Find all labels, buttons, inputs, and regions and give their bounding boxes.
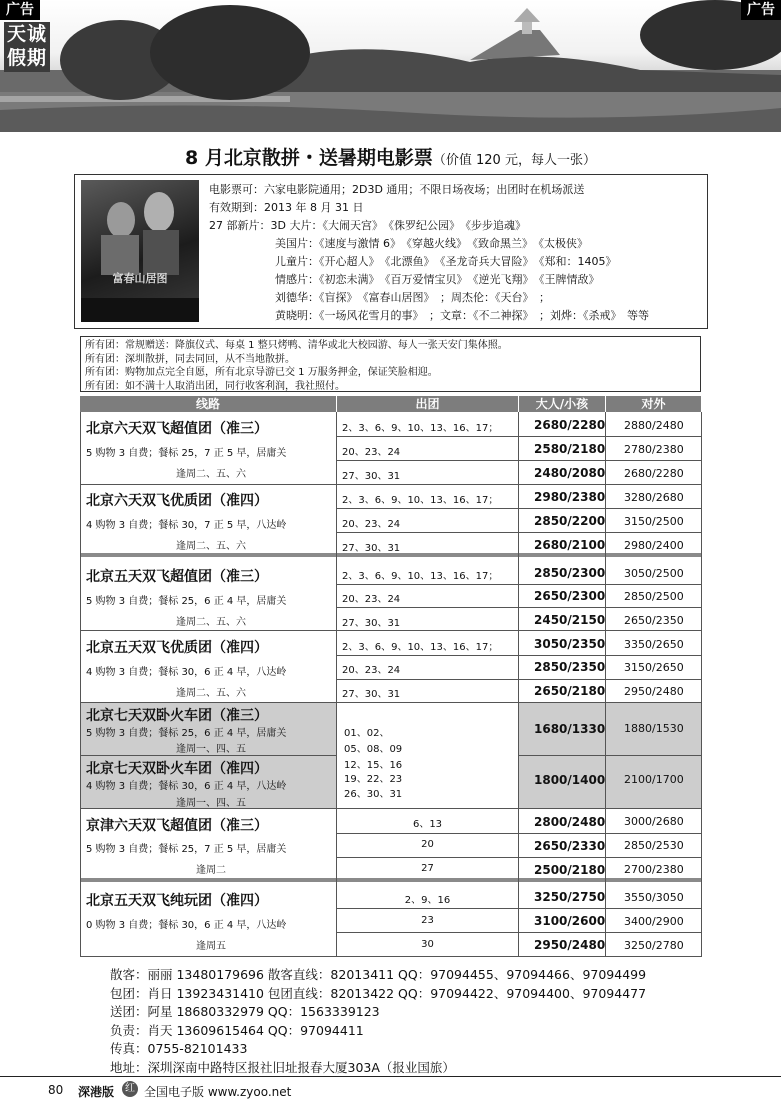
route-days: 逢周二 xyxy=(196,865,226,876)
contact-info xyxy=(110,966,646,1077)
adult-price: 2680/2280 xyxy=(534,418,606,432)
movie-line-3: 27 部新片：3D 大片：《大闹天宫》 《侏罗纪公园》 《步步追魂》 xyxy=(209,219,526,232)
group-separator xyxy=(80,878,701,882)
adult-price: 2650/2330 xyxy=(534,839,606,853)
peer-price: 2980/2400 xyxy=(624,539,684,552)
peer-price: 3400/2900 xyxy=(624,915,684,928)
adult-price: 2580/2180 xyxy=(534,442,606,456)
peer-price: 2780/2380 xyxy=(624,443,684,456)
subrow-divider xyxy=(337,460,702,461)
peer-price: 1880/1530 xyxy=(624,722,684,735)
train-date: 12、15、16 xyxy=(344,760,403,771)
date-cell: 30 xyxy=(421,939,434,950)
header-route: 线路 xyxy=(80,396,336,412)
adult-price: 2650/2300 xyxy=(534,589,606,603)
subrow-divider xyxy=(337,584,702,585)
peer-price: 2650/2350 xyxy=(624,614,684,627)
movie-line-8: 黄晓明：《一场风花雪月的事》 ；文章：《不二神探》 ；刘烨：《杀戒》 等等 xyxy=(275,309,649,322)
subrow-divider xyxy=(337,833,702,834)
headline xyxy=(0,143,781,170)
note-4: 所有团：如不满十人取消出团，同行收客利润，我社照付。 xyxy=(85,380,345,392)
date-cell: 27、30、31 xyxy=(342,618,401,629)
adult-price: 1800/1400 xyxy=(534,773,606,787)
contact-address: 地址：深圳深南中路特区报社旧址报春大厦303A（报业国旅） xyxy=(110,1059,455,1075)
date-cell: 23 xyxy=(421,915,434,926)
date-cell: 27、30、31 xyxy=(342,471,401,482)
train-date: 05、08、09 xyxy=(344,744,403,755)
peer-price: 3280/2680 xyxy=(624,491,684,504)
contact-manager: 负责：肖天 13609615464 QQ：97094411 xyxy=(110,1022,364,1038)
peer-price: 2880/2480 xyxy=(624,419,684,432)
date-cell: 2、3、6、9、10、13、16、17； xyxy=(342,423,499,434)
adult-price: 2650/2180 xyxy=(534,684,606,698)
peer-price: 3000/2680 xyxy=(624,815,684,828)
adult-price: 2500/2180 xyxy=(534,863,606,877)
date-cell: 27、30、31 xyxy=(342,543,401,554)
peer-price: 2950/2480 xyxy=(624,685,684,698)
notes-box xyxy=(80,336,701,392)
subrow-divider xyxy=(337,607,702,608)
page-footer xyxy=(0,1076,781,1101)
contact-delivery: 送团：阿星 18680332979 QQ：1563339123 xyxy=(110,1004,380,1019)
ad-label-left: 广告 xyxy=(0,0,40,20)
subrow-divider xyxy=(337,932,702,933)
column-divider xyxy=(336,412,337,957)
route-title: 北京七天双卧火车团（准四） xyxy=(86,761,268,777)
peer-price: 3150/2650 xyxy=(624,661,684,674)
train-date: 19、22、23 xyxy=(344,774,403,785)
date-cell: 2、3、6、9、10、13、16、17； xyxy=(342,495,499,506)
page-number: 80 xyxy=(48,1083,64,1097)
poster-title: 富春山居图 xyxy=(112,272,168,285)
contact-retail: 散客：丽丽 13480179696 散客直线：82013411 QQ：97094455、97094466、97094499 xyxy=(110,967,647,982)
movie-line-7: 刘德华：《盲探》 《富春山居图》 ；周杰伦：《天台》 ； xyxy=(275,291,550,304)
date-cell: 2、3、6、9、10、13、16、17； xyxy=(342,571,499,582)
note-2: 所有团：深圳散拼，同去同回，从不当地散拼。 xyxy=(85,353,295,365)
route-desc: 4 购物 3 自费；餐标 30，6 正 4 早，八达岭 xyxy=(86,667,287,678)
movie-line-6: 情感片：《初恋未满》 《百万爱情宝贝》 《逆光飞翔》 《王牌情敌》 xyxy=(275,273,600,286)
adult-price: 2800/2480 xyxy=(534,815,606,829)
route-days: 逢周二、五、六 xyxy=(176,617,246,628)
contact-fax: 传真：0755-82101433 xyxy=(110,1041,248,1056)
route-desc: 5 购物 3 自费；餐标 25，6 正 4 早，居庸关 xyxy=(86,596,287,607)
peer-price: 2100/1700 xyxy=(624,773,684,786)
train-date: 01、02、 xyxy=(344,728,390,739)
header-dates: 出团 xyxy=(337,396,518,412)
subrow-divider xyxy=(337,857,702,858)
row-divider xyxy=(80,755,336,756)
peer-price: 2850/2500 xyxy=(624,590,684,603)
adult-price: 3100/2600 xyxy=(534,914,606,928)
header-adult-child: 大人/小孩 xyxy=(519,396,605,412)
table-border-bottom xyxy=(80,956,702,957)
movie-line-1: 电影票可：六家电影院通用；2D3D 通用；不限日场夜场；出团时在机场派送 xyxy=(209,183,585,196)
poster-figures xyxy=(81,180,199,322)
route-days: 逢周二、五、六 xyxy=(176,541,246,552)
movie-poster-image xyxy=(81,180,199,322)
peer-price: 3150/2500 xyxy=(624,515,684,528)
adult-price: 3250/2750 xyxy=(534,890,606,904)
row-divider xyxy=(80,484,702,485)
date-cell: 20、23、24 xyxy=(342,447,401,458)
adult-price: 2980/2380 xyxy=(534,490,606,504)
note-3: 所有团：购物加点完全自愿，所有北京导游已交 1 万服务押金，保证笑脸相迎。 xyxy=(85,367,438,378)
peer-price: 2850/2530 xyxy=(624,839,684,852)
route-title: 北京五天双飞优质团（准四） xyxy=(86,640,268,656)
route-days: 逢周一、四、五 xyxy=(176,798,246,809)
date-cell: 6、13 xyxy=(412,819,443,830)
adult-price: 2480/2080 xyxy=(534,466,606,480)
route-title: 北京六天双飞优质团（准四） xyxy=(86,493,268,509)
route-days: 逢周五 xyxy=(196,941,226,952)
adult-price: 3050/2350 xyxy=(534,637,606,651)
table-border-left xyxy=(80,412,81,957)
brand-line1: 天诚 xyxy=(6,23,47,45)
date-cell: 27、30、31 xyxy=(342,689,401,700)
adult-price: 2850/2350 xyxy=(534,660,606,674)
edition-label: 深港版 xyxy=(78,1085,115,1099)
peer-price: 3550/3050 xyxy=(624,891,684,904)
subrow-divider xyxy=(337,679,702,680)
subrow-divider xyxy=(337,508,702,509)
route-title: 北京七天双卧火车团（准三） xyxy=(86,708,268,724)
headline-sub: （价值 120 元，每人一张） xyxy=(432,153,596,168)
route-desc: 5 购物 3 自费；餐标 25，6 正 4 早，居庸关 xyxy=(86,728,287,739)
edition-badge-icon: 红 xyxy=(122,1081,138,1097)
peer-price: 3350/2650 xyxy=(624,638,684,651)
movie-line-2: 有效期到：2013 年 8 月 31 日 xyxy=(209,201,364,214)
route-title: 北京五天双飞超值团（准三） xyxy=(86,569,268,585)
ad-label-right: 广告 xyxy=(741,0,781,20)
headline-main: 8 月北京散拼・送暑期电影票 xyxy=(185,147,433,169)
contact-group: 包团：肖日 13923431410 包团直线：82013422 QQ：97094422、97094400、97094477 xyxy=(110,985,647,1001)
note-1: 所有团：常规赠送：降旗仪式、每桌 1 整只烤鸭、清华或北大校园游、每人一张天安门集体照。 xyxy=(85,340,508,351)
route-desc: 4 购物 3 自费；餐标 30，6 正 4 早，八达岭 xyxy=(86,781,287,792)
date-cell: 2、3、6、9、10、13、16、17； xyxy=(342,642,499,653)
brand-line2: 假期 xyxy=(6,47,47,69)
adult-price: 1680/1330 xyxy=(534,722,606,736)
peer-price: 3250/2780 xyxy=(624,939,684,952)
date-cell: 27 xyxy=(421,863,434,874)
movie-line-4: 美国片：《速度与激情 6》 《穿越火线》 《致命黑兰》 《太极侠》 xyxy=(275,237,588,250)
date-cell: 2、9、16 xyxy=(404,895,451,906)
table-border-right xyxy=(701,412,702,957)
movie-ticket-box xyxy=(74,174,708,329)
banner-photo xyxy=(0,0,781,132)
route-title: 京津六天双飞超值团（准三） xyxy=(86,818,268,834)
row-divider xyxy=(519,755,701,756)
date-cell: 20、23、24 xyxy=(342,665,401,676)
peer-price: 2700/2380 xyxy=(624,863,684,876)
subrow-divider xyxy=(337,908,702,909)
route-title: 北京六天双飞超值团（准三） xyxy=(86,421,268,437)
brand-logo xyxy=(4,22,50,72)
subrow-divider xyxy=(337,655,702,656)
column-divider xyxy=(518,412,519,957)
peer-price: 2680/2280 xyxy=(624,467,684,480)
movie-line-5: 儿童片：《开心超人》 《北漂鱼》 《圣龙奇兵大冒险》 《郑和：1405》 xyxy=(275,255,617,268)
subrow-divider xyxy=(337,436,702,437)
adult-price: 2680/2100 xyxy=(534,538,606,552)
date-cell: 20、23、24 xyxy=(342,519,401,530)
route-days: 逢周一、四、五 xyxy=(176,744,246,755)
route-days: 逢周二、五、六 xyxy=(176,469,246,480)
row-divider xyxy=(80,630,702,631)
route-desc: 5 购物 3 自费；餐标 25，7 正 5 早，居庸关 xyxy=(86,844,287,855)
route-desc: 0 购物 3 自费；餐标 30，6 正 4 早，八达岭 xyxy=(86,920,287,931)
subrow-divider xyxy=(337,532,702,533)
route-title: 北京五天双飞纯玩团（准四） xyxy=(86,893,268,909)
peer-price: 3050/2500 xyxy=(624,567,684,580)
adult-price: 2950/2480 xyxy=(534,938,606,952)
route-desc: 5 购物 3 自费；餐标 25，7 正 5 早，居庸关 xyxy=(86,448,287,459)
route-days: 逢周二、五、六 xyxy=(176,688,246,699)
route-desc: 4 购物 3 自费；餐标 30，7 正 5 早，八达岭 xyxy=(86,520,287,531)
site-url: 全国电子版 www.zyoo.net xyxy=(144,1085,292,1099)
date-cell: 20、23、24 xyxy=(342,594,401,605)
row-divider xyxy=(80,702,702,703)
adult-price: 2850/2300 xyxy=(534,566,606,580)
header-peer-price: 对外 xyxy=(606,396,701,412)
train-date: 26、30、31 xyxy=(344,789,403,800)
adult-price: 2450/2150 xyxy=(534,613,606,627)
date-cell: 20 xyxy=(421,839,434,850)
adult-price: 2850/2200 xyxy=(534,514,606,528)
